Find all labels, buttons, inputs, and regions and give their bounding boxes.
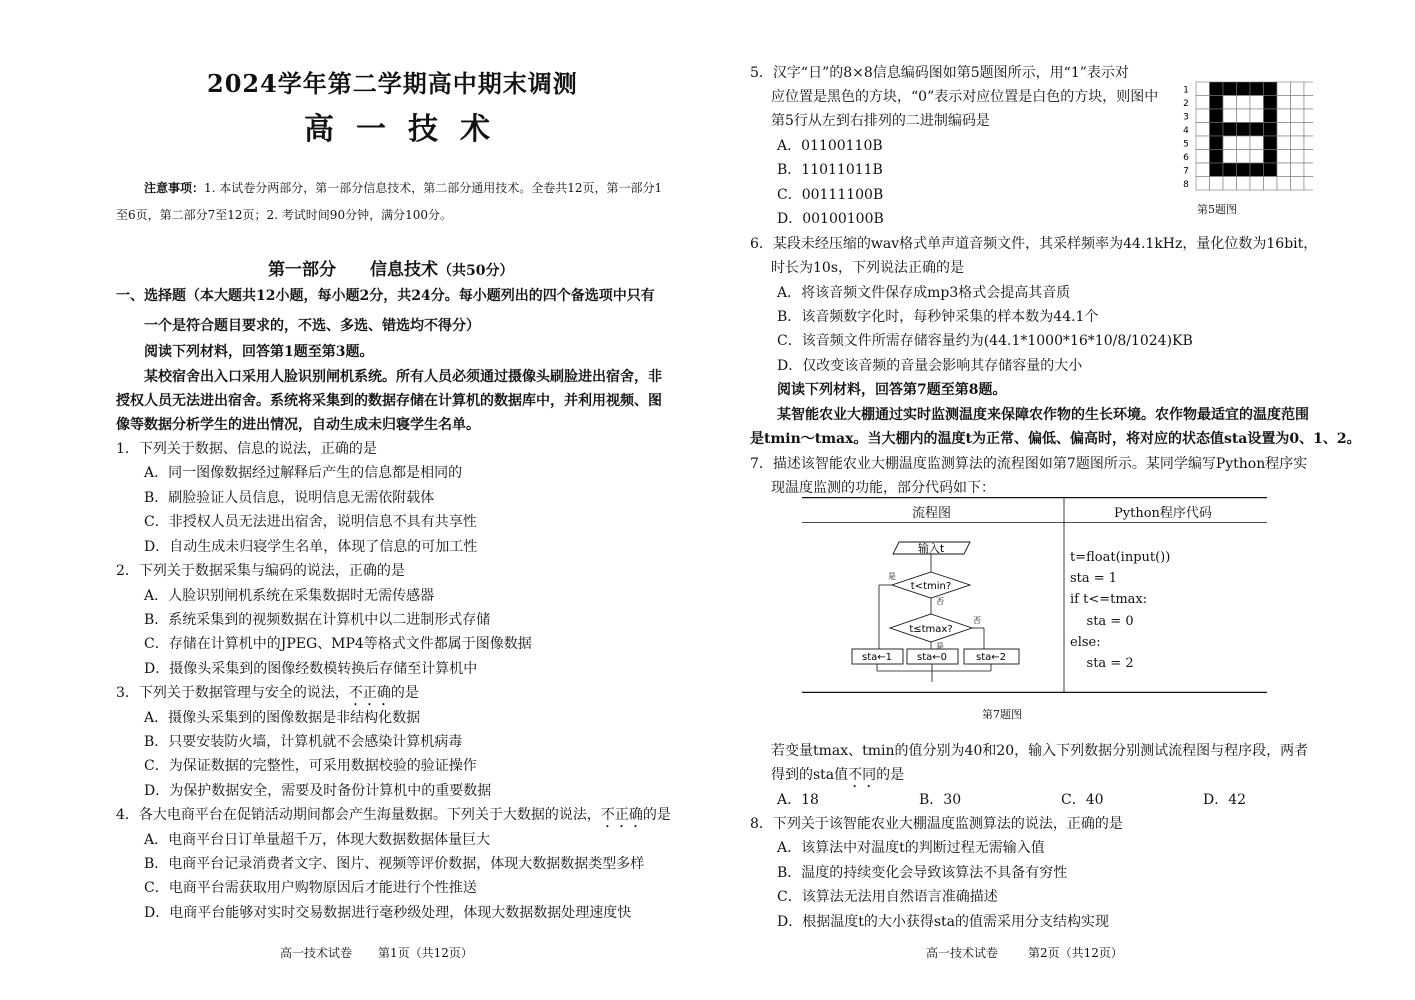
grid-cell-white (1304, 150, 1313, 164)
left-page (0, 0, 707, 1000)
question-4-option-a: A．电商平台日订单量超千万，体现大数据数据体量巨大 (144, 832, 491, 848)
grid-cell-black (1264, 136, 1278, 150)
grid-cell-white (1250, 150, 1264, 164)
grid-cell-black (1237, 123, 1251, 137)
grid-cell-black (1264, 109, 1278, 123)
question-7-after-post: 的是 (876, 767, 905, 783)
grid-cell-white (1304, 177, 1313, 191)
question-6-option-d: D．仅改变该音频的音量会影响其存储容量的大小 (777, 358, 1083, 374)
grid-cell-white (1250, 96, 1264, 110)
question-3-stem-emphasis: 不正确 (348, 685, 391, 701)
material-line-2: 授权人员无法进出宿舍。系统将采集到的数据存储在计算机的数据库中，并利用视频、图 (116, 393, 662, 409)
question-7-after-line-1: 若变量tmax、tmin的值分别为40和20，输入下列数据分别测试流程图与程序段，两者 (771, 743, 1309, 759)
code-line: else: (1070, 634, 1101, 650)
grid-cell-white (1291, 150, 1305, 164)
question-2-option-b: B．系统采集到的视频数据在计算机中以二进制形式存储 (144, 612, 491, 628)
question-7-after-line-2 (771, 766, 904, 791)
question-5-figure (1178, 80, 1313, 199)
question-3-stem-post: 的是 (390, 685, 419, 701)
grid-cell-white (1277, 96, 1291, 110)
flow-no-1: 否 (936, 597, 944, 606)
question-6-option-c: C．该音频文件所需存储容量约为(44.1*1000*16*10/8/1024)KB (777, 333, 1193, 349)
material-line-1: 某校宿舍出入口采用人脸识别闸机系统。所有人员必须通过摄像头刷脸进出宿舍，非 (144, 369, 662, 385)
question-3-stem-pre: 3．下列关于数据管理与安全的说法， (116, 685, 349, 701)
question-8-option-c: C．该算法无法用自然语言准确描述 (777, 889, 998, 905)
question-7-option-c: C．40 (1061, 792, 1104, 808)
question-2-option-a: A．人脸识别闸机系统在采集数据时无需传感器 (144, 588, 435, 604)
section-title: 第一部分 信息技术 (268, 260, 438, 280)
code-line: sta = 0 (1070, 613, 1134, 629)
right-footer (926, 944, 1123, 961)
instruction-line-1: 一、选择题（本大题共12小题，每小题2分，共24分。每小题列出的四个备选项中只有 (116, 288, 655, 304)
grid-cell-black (1210, 96, 1224, 110)
grid-cell-white (1277, 150, 1291, 164)
grid-cell-white (1277, 136, 1291, 150)
left-footer-name: 高一技术试卷 (280, 946, 353, 960)
instruction-line-2: 一个是符合题目要求的，不选、多选、错选均不得分） (144, 318, 480, 334)
question-3-option-d: D．为保护数据安全，需要及时备份计算机中的重要数据 (144, 783, 492, 799)
flow-yes-2: 是 (936, 642, 944, 651)
grid-cell-black (1250, 163, 1264, 177)
question-4-option-d: D．电商平台能够对实时交易数据进行毫秒级处理，体现大数据数据处理速度快 (144, 905, 632, 921)
left-footer-page: 第1页（共12页） (378, 946, 473, 960)
flow-input-text: 输入t (917, 542, 945, 555)
grid-cell-white (1277, 177, 1291, 191)
grid-cell-white (1196, 82, 1210, 96)
grid-cell-white (1196, 163, 1210, 177)
table-header-code: Python程序代码 (1114, 506, 1212, 521)
grid-cell-white (1304, 136, 1313, 150)
question-2-option-d: D．摄像头采集到的图像经数模转换后存储至计算机中 (144, 661, 478, 677)
question-2-stem: 2．下列关于数据采集与编码的说法，正确的是 (116, 563, 405, 579)
question-7-line-2: 现温度监测的功能，部分代码如下： (771, 480, 995, 496)
grid-cell-black (1264, 96, 1278, 110)
grid-row-label: 4 (1183, 126, 1189, 136)
grid-row-label: 5 (1183, 139, 1189, 150)
grid-cell-white (1304, 163, 1313, 177)
question-4-stem-pre: 4．各大电商平台在促销活动期间都会产生海量数据。下列关于大数据的说法， (116, 807, 601, 823)
left-footer (280, 944, 473, 961)
flowchart (852, 541, 1019, 682)
code-line: sta = 1 (1070, 571, 1118, 587)
grid-cell-white (1277, 163, 1291, 177)
question-7-option-a: A．18 (777, 792, 819, 808)
grid-row-label: 2 (1183, 99, 1189, 109)
question-6-option-a: A．将该音频文件保存成mp3格式会提高其音质 (777, 285, 1071, 301)
section-heading (268, 255, 513, 280)
grid-row-label: 1 (1183, 85, 1189, 96)
grid-cell-white (1250, 136, 1264, 150)
question-2-option-c: C．存储在计算机中的JPEG、MP4等格式文件都属于图像数据 (144, 636, 532, 652)
grid-cell-black (1210, 109, 1224, 123)
python-code-block (1070, 547, 1170, 674)
grid-cell-white (1237, 177, 1251, 191)
question-7-line-1: 7．描述该智能农业大棚温度监测算法的流程图如第7题图所示。某同学编写Python程序实 (750, 456, 1308, 472)
grid-cell-black (1264, 123, 1278, 137)
question-1-option-c: C．非授权人员无法进出宿舍，说明信息不具有共享性 (144, 514, 477, 530)
grid-cell-black (1223, 123, 1237, 137)
grid-cell-black (1237, 163, 1251, 177)
flow-yes-1: 是 (888, 572, 896, 581)
question-1-option-b: B．刷脸验证人员信息，说明信息无需依附载体 (144, 490, 435, 506)
grid-cell-white (1264, 177, 1278, 191)
question-6-line-1: 6．某段未经压缩的wav格式单声道音频文件，其采样频率为44.1kHz，量化位数为16bit， (750, 236, 1318, 252)
grid-cell-white (1210, 177, 1224, 191)
material2-line-1: 某智能农业大棚通过实时监测温度来保障农作物的生长环境。农作物最适宜的温度范围 (777, 407, 1309, 423)
grid-cell-white (1277, 109, 1291, 123)
material2-line-2: 是tmin～tmax。当大棚内的温度t为正常、偏低、偏高时，将对应的状态值sta设置为0、1、2。 (750, 431, 1361, 447)
question-5-line-1: 5．汉字“日”的8×8信息编码图如第5题图所示，用“1”表示对 (750, 65, 1129, 81)
flow-decision-1-text: t<tmin? (910, 581, 952, 592)
question-4-stem (116, 806, 671, 831)
question-7-after-pre: 得到的sta值 (771, 767, 849, 783)
grid-cell-white (1291, 109, 1305, 123)
question-5-line-3: 第5行从左到右排列的二进制编码是 (771, 113, 990, 129)
grid-cell-white (1291, 163, 1305, 177)
code-line: if t<=tmax: (1070, 592, 1148, 608)
question-3-stem (116, 684, 419, 709)
grid-cell-black (1250, 82, 1264, 96)
grid-cell-black (1223, 163, 1237, 177)
table-header-flowchart: 流程图 (912, 506, 952, 521)
grid-cell-black (1250, 123, 1264, 137)
grid-cell-white (1237, 96, 1251, 110)
grid-cell-black (1223, 82, 1237, 96)
grid-cell-white (1223, 96, 1237, 110)
grid-cell-white (1291, 96, 1305, 110)
question-6-option-b: B．该音频数字化时，每秒钟采集的样本数为44.1个 (777, 309, 1099, 325)
question-4-stem-emphasis: 不正确 (600, 807, 643, 823)
question-4-option-c: C．电商平台需获取用户购物原因后才能进行个性推送 (144, 880, 477, 896)
question-7-option-d: D．42 (1203, 792, 1247, 808)
grid-cell-white (1291, 123, 1305, 137)
grid-cell-black (1210, 136, 1224, 150)
grid-cell-black (1210, 163, 1224, 177)
encoding-grid (1178, 80, 1313, 195)
grid-cell-black (1264, 150, 1278, 164)
flow-box-sta0-text: sta←0 (917, 652, 947, 663)
grid-cell-white (1237, 109, 1251, 123)
grid-row-label: 3 (1183, 112, 1189, 123)
question-8-option-b: B．温度的持续变化会导致该算法不具备有穷性 (777, 865, 1068, 881)
grid-cell-white (1196, 123, 1210, 137)
flow-decision-2-text: t≤tmax? (909, 624, 953, 635)
flowchart-table-svg (802, 497, 1267, 693)
grid-cell-white (1250, 109, 1264, 123)
grid-cell-white (1196, 109, 1210, 123)
reading-prompt-1: 阅读下列材料，回答第1题至第3题。 (144, 344, 374, 360)
question-1-stem: 1．下列关于数据、信息的说法，正确的是 (116, 441, 377, 457)
question-8-stem: 8．下列关于该智能农业大棚温度监测算法的说法，正确的是 (750, 816, 1123, 832)
right-footer-page: 第2页（共12页） (1028, 946, 1123, 960)
question-3-option-c: C．为保证数据的完整性，可采用数据校验的验证操作 (144, 758, 477, 774)
flow-box-sta1-text: sta←1 (862, 652, 892, 663)
grid-cell-white (1277, 123, 1291, 137)
question-7-caption: 第7题图 (982, 708, 1022, 721)
grid-cell-black (1264, 82, 1278, 96)
code-line: t=float(input()) (1070, 550, 1171, 565)
code-line: sta = 2 (1070, 656, 1134, 672)
grid-row-label: 6 (1183, 153, 1189, 163)
question-5-option-c: C．00111100B (777, 187, 884, 203)
grid-cell-black (1264, 163, 1278, 177)
question-5-option-d: D．00100100B (777, 211, 884, 227)
notice-line-1 (144, 180, 662, 196)
grid-cell-white (1196, 177, 1210, 191)
question-5-option-b: B．11011011B (777, 162, 883, 178)
grid-cell-white (1223, 150, 1237, 164)
grid-cell-white (1237, 136, 1251, 150)
material-line-3: 像等数据分析学生的进出情况，自动生成未归寝学生名单。 (116, 417, 480, 433)
grid-cell-white (1237, 150, 1251, 164)
question-7-after-emphasis: 不同 (848, 767, 877, 783)
flow-no-2: 否 (973, 616, 981, 625)
grid-cell-white (1196, 150, 1210, 164)
notice-text-1: 1. 本试卷分两部分，第一部分信息技术，第二部分通用技术。全卷共12页，第一部分1 (204, 181, 663, 195)
grid-cell-white (1223, 177, 1237, 191)
grid-cell-white (1291, 136, 1305, 150)
question-5-caption: 第5题图 (1197, 203, 1237, 216)
grid-cell-white (1277, 82, 1291, 96)
question-3-option-a: A．摄像头采集到的图像数据是非结构化数据 (144, 710, 421, 726)
grid-cell-white (1196, 136, 1210, 150)
question-1-option-d: D．自动生成未归寝学生名单，体现了信息的可加工性 (144, 539, 478, 555)
question-8-option-a: A．该算法中对温度t的判断过程无需输入值 (777, 840, 1045, 856)
grid-cell-black (1237, 82, 1251, 96)
question-1-option-a: A．同一图像数据经过解释后产生的信息都是相同的 (144, 465, 463, 481)
grid-cell-white (1304, 109, 1313, 123)
flow-box-sta2-text: sta←2 (976, 652, 1006, 663)
grid-row-label: 7 (1183, 166, 1189, 177)
question-4-stem-post: 的是 (642, 807, 671, 823)
grid-cell-black (1210, 150, 1224, 164)
question-7-figure-table (802, 497, 1267, 693)
question-3-option-b: B．只要安装防火墙，计算机就不会感染计算机病毒 (144, 734, 463, 750)
reading-prompt-2: 阅读下列材料，回答第7题至第8题。 (777, 382, 1007, 398)
grid-cell-white (1223, 109, 1237, 123)
grid-cell-white (1304, 123, 1313, 137)
notice-line-2: 至6页，第二部分7至12页；2. 考试时间90分钟，满分100分。 (116, 208, 452, 222)
grid-cell-white (1291, 177, 1305, 191)
grid-cell-white (1291, 82, 1305, 96)
section-score: （共50分） (438, 263, 514, 279)
question-5-line-2: 应位置是黑色的方块，“0”表示对应位置是白色的方块，则图中 (771, 89, 1159, 105)
question-7-option-b: B．30 (919, 792, 962, 808)
grid-cell-black (1210, 123, 1224, 137)
grid-cell-black (1210, 82, 1224, 96)
grid-cell-white (1250, 177, 1264, 191)
grid-row-label: 8 (1183, 180, 1189, 190)
exam-subtitle: 高一技术 (304, 112, 512, 147)
grid-cell-white (1304, 96, 1313, 110)
grid-cell-white (1304, 82, 1313, 96)
question-8-option-d: D．根据温度t的大小获得sta的值需采用分支结构实现 (777, 914, 1110, 930)
right-footer-name: 高一技术试卷 (926, 946, 999, 960)
exam-title: 2024学年第二学期高中期末调测 (207, 69, 578, 98)
grid-cell-white (1223, 136, 1237, 150)
question-4-option-b: B．电商平台记录消费者文字、图片、视频等评价数据，体现大数据数据类型多样 (144, 856, 645, 872)
grid-cell-white (1196, 96, 1210, 110)
question-5-option-a: A．01100110B (777, 138, 883, 154)
question-6-line-2: 时长为10s，下列说法正确的是 (771, 260, 964, 276)
notice-label: 注意事项： (144, 181, 205, 195)
